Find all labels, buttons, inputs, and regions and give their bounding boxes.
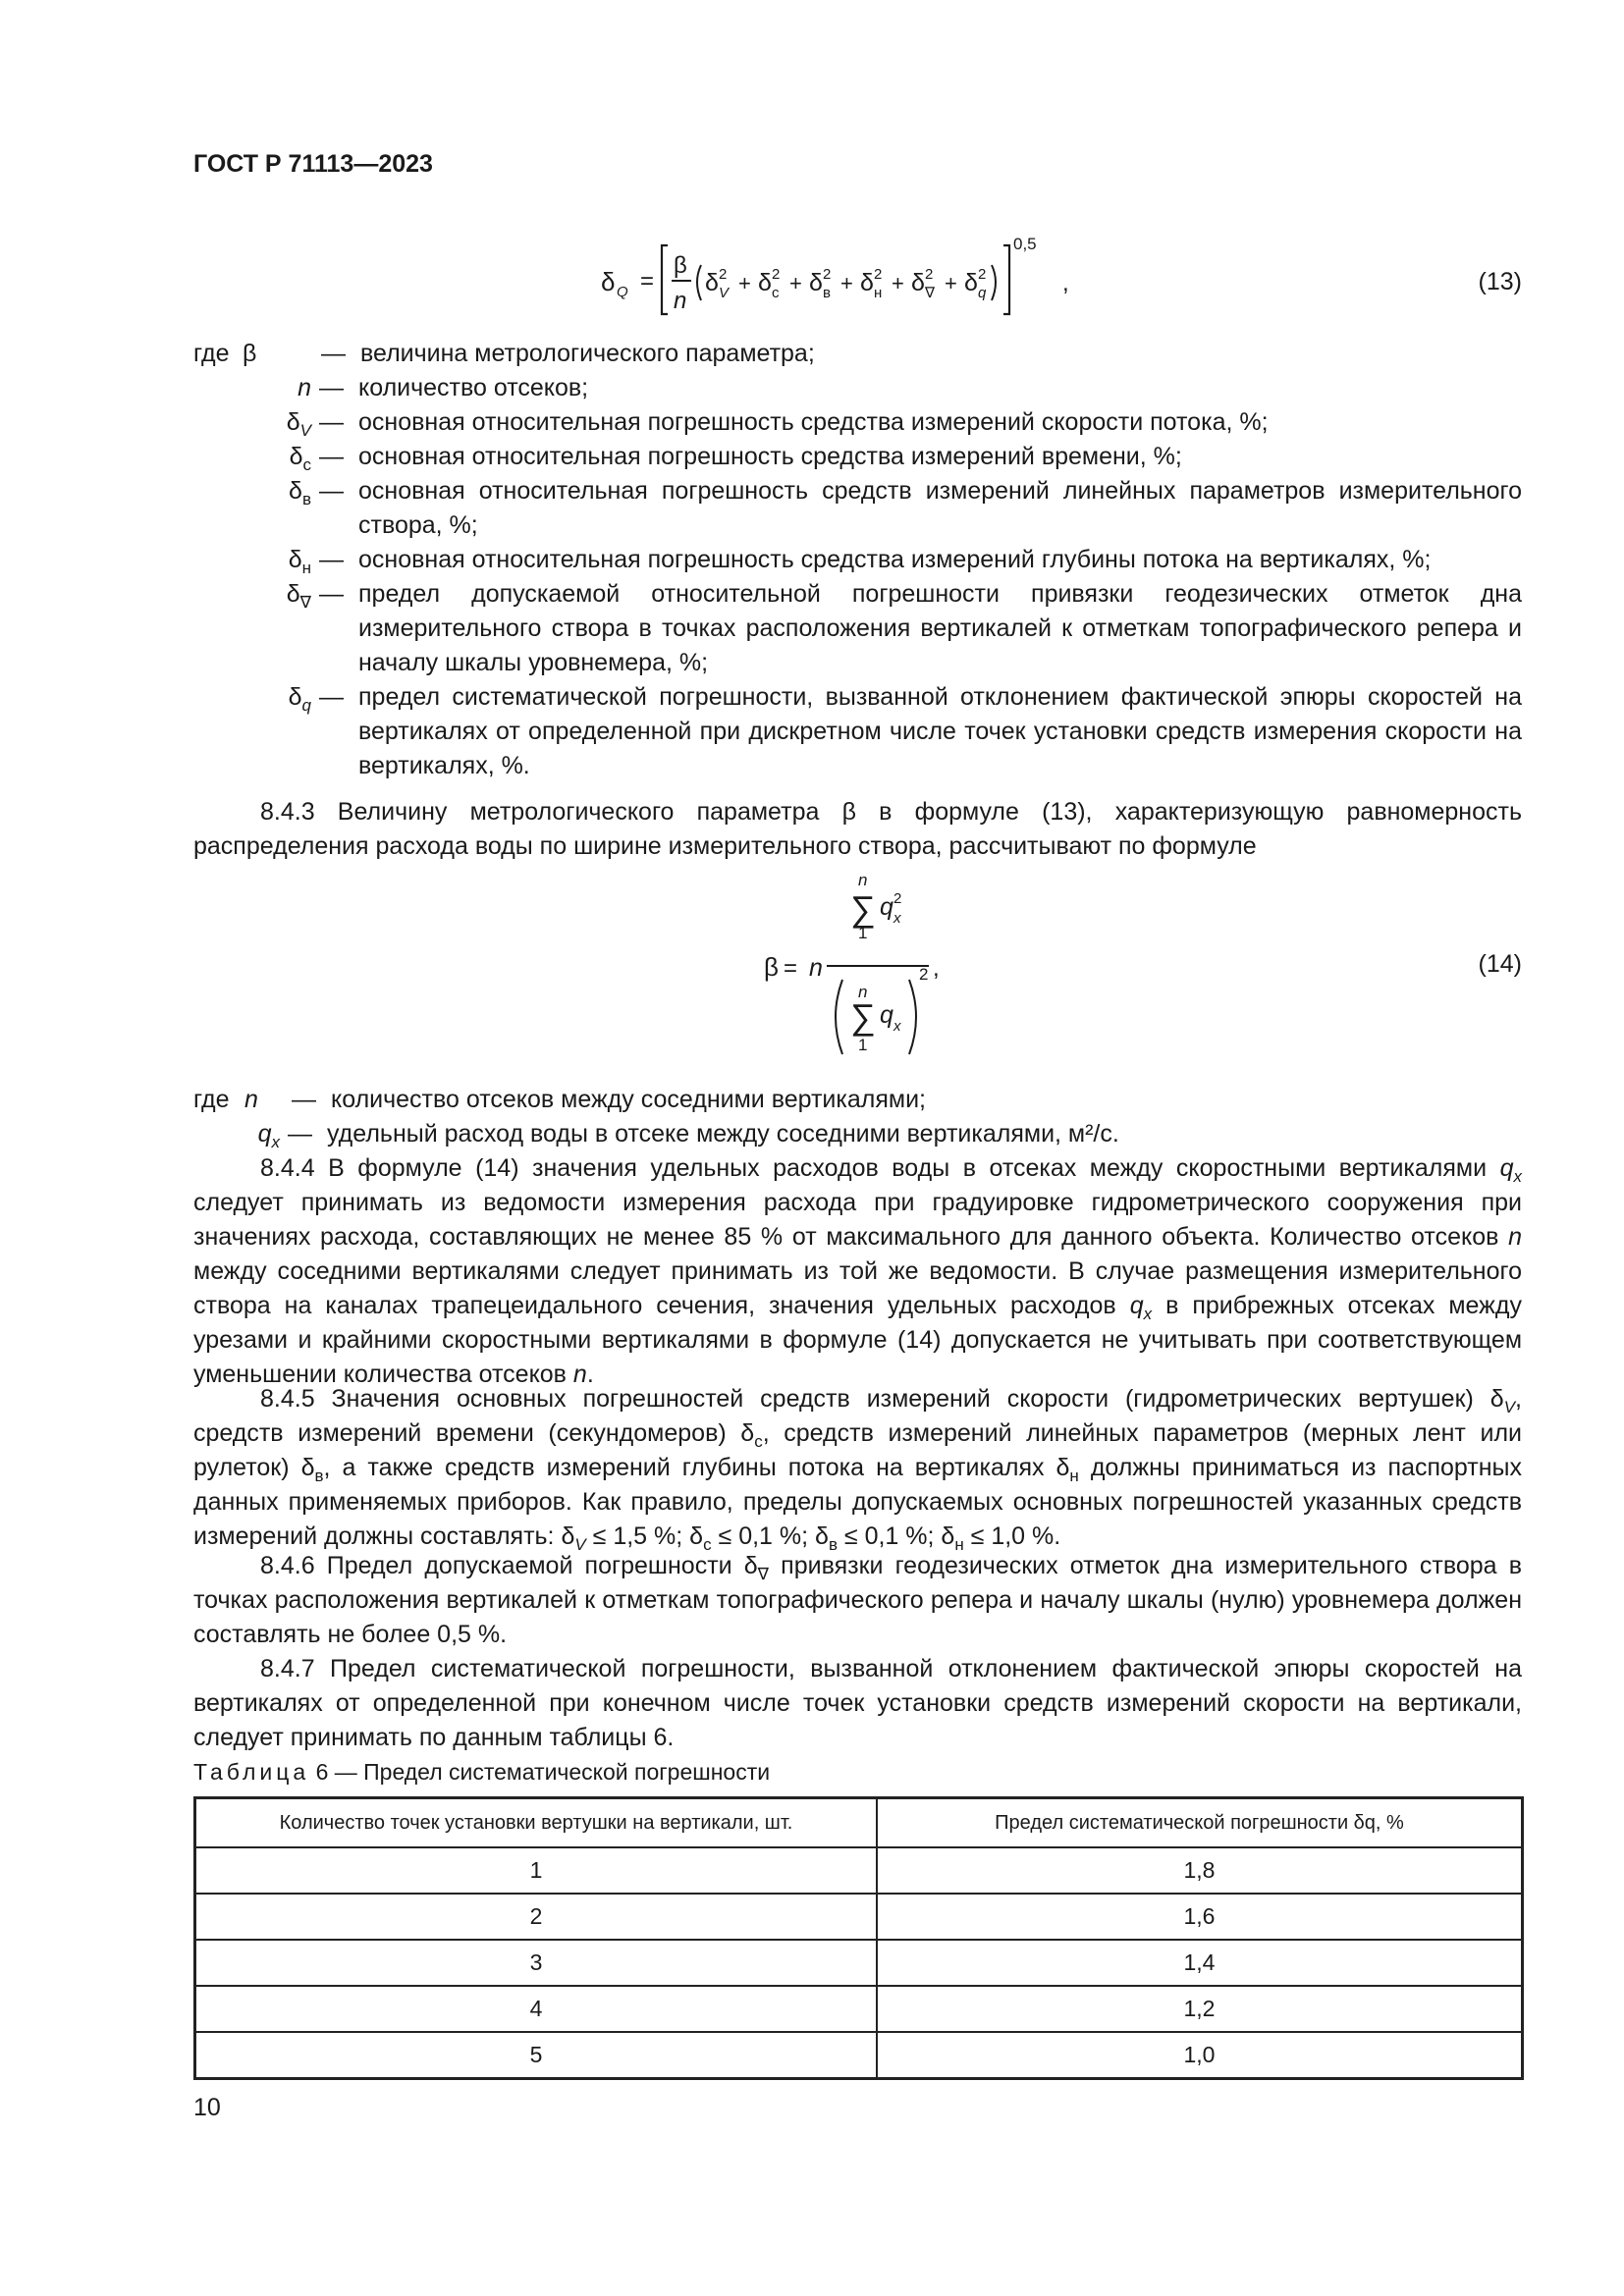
paragraph-text: должны приниматься из паспортных данных применяемых приборов. Как правило, пределы допускаемых основных погрешностей указанных средств измерений должны составлять: xyxy=(193,1454,1522,1550)
table-cell: 2 xyxy=(195,1894,878,1940)
table-caption-text: 6 — Предел систематической погрешности xyxy=(309,1759,771,1785)
svg-text:x: x xyxy=(893,1018,901,1035)
svg-text:1: 1 xyxy=(858,924,868,942)
svg-text:δ: δ xyxy=(601,267,616,296)
where-symbol: $\delta_\nabla$ xyxy=(286,580,311,612)
where-text: основная относительная погрешность средства измерений глубины потока на вертикалях, %; xyxy=(358,546,1432,573)
where-row-delta-n xyxy=(193,543,1522,577)
where-symbol: n xyxy=(244,1086,258,1113)
table-header-row xyxy=(195,1798,1523,1848)
where-text: основная относительная погрешность средства измерений скорости потока, %; xyxy=(358,408,1269,436)
where-block-14 xyxy=(193,1083,1522,1151)
dash: — xyxy=(321,340,346,367)
svg-text:+: + xyxy=(738,271,751,295)
formula-14-graphic xyxy=(764,870,980,1066)
paragraph-text: следует принимать из ведомости измерения расхода при градуировке гидрометрического сооружения при значениях расхода, составляющих не менее 85 % от максимального для данного объекта. Количество отсеков xyxy=(193,1189,1522,1251)
dash: — xyxy=(319,546,344,573)
table-cell: 1,6 xyxy=(877,1894,1523,1940)
where-row-n xyxy=(193,1083,1522,1117)
dash: — xyxy=(288,1120,312,1148)
paragraph-8-4-5: 8.4.5 Значения основных погрешностей средств измерений скорости (гидрометрических вертушек) $\delta_V$, средств измерений времени (секундомеров) $\delta_с$, средств измерений линейных параметров (мерных лент или рулеток) $\delta_в$, а также средств измерений глубины потока на вертикалях $\delta_н$ должны приниматься из паспортных данных применяемых приборов. Как правило, пределы допускаемых основных погрешностей указанных средств измерений должны составлять: $\delta_V \le 1,5$ %; $\delta_с \le 0,1$ %; $\delta_в \le 0,1$ %; $\delta_н \le 1,0$ %. xyxy=(193,1385,1522,1554)
svg-text:V: V xyxy=(719,285,730,301)
table-cell: 1 xyxy=(195,1847,878,1894)
where-label: где xyxy=(193,340,230,367)
where-text: предел систематической погрешности, вызванной отклонением фактической эпюры скоростей на вертикалях от определенной при дискретном числе точек установки средств измерения скорости на вертикалях, %. xyxy=(358,683,1522,779)
svg-text:в: в xyxy=(823,285,831,301)
svg-text:с: с xyxy=(772,285,780,301)
where-row-delta-c xyxy=(193,440,1522,474)
paragraph-8-4-7 xyxy=(193,1652,1522,1755)
where-symbol: $\delta_в$ xyxy=(289,477,311,508)
table-caption-label: Таблица xyxy=(193,1759,310,1785)
svg-text:∑: ∑ xyxy=(850,888,876,929)
where-symbol: $\delta_с$ xyxy=(289,443,311,474)
table-6 xyxy=(193,1796,1524,2080)
paragraph-text: 8.4.7 Предел систематической погрешности, вызванной отклонением фактической эпюры скоростей на вертикалях от определенной при конечном числе точек установки средств измерений скорости на вертикали, следует принимать по данным таблицы 6. xyxy=(193,1655,1522,1751)
paragraph-text: , средств измерений линейных параметров (мерных лент или рулеток) xyxy=(193,1419,1522,1481)
svg-text:δ: δ xyxy=(758,269,772,296)
dash: — xyxy=(319,443,344,470)
where-symbol: n xyxy=(298,374,311,401)
svg-text:2: 2 xyxy=(823,266,832,283)
formula-13 xyxy=(601,236,1111,324)
document-header: ГОСТ Р 71113—2023 xyxy=(193,150,433,178)
svg-text:δ: δ xyxy=(964,269,978,296)
svg-text:∇: ∇ xyxy=(925,285,936,301)
paragraph-8-4-6: 8.4.6 Предел допускаемой погрешности $\delta_\nabla$ привязки геодезических отметок дна измерительного створа в точках расположения вертикалей к отметкам топографического репера и началу шкалы (нулю) уровнемера должен составлять не более 0,5 %. xyxy=(193,1552,1522,1648)
formula-14 xyxy=(764,870,980,1066)
where-text: удельный расход воды в отсеке между соседними вертикалями, м²/с. xyxy=(327,1120,1119,1148)
dash: — xyxy=(319,683,344,711)
table-cell: 1,4 xyxy=(877,1940,1523,1986)
table-row xyxy=(195,1940,1523,1986)
table-row xyxy=(195,2032,1523,2079)
dash: — xyxy=(319,408,344,436)
paragraph-text: . xyxy=(586,1361,594,1388)
dash: — xyxy=(319,374,344,401)
paragraph-text: 8.4.6 Предел допускаемой погрешности xyxy=(260,1552,744,1579)
svg-text:,: , xyxy=(933,955,940,982)
svg-text:x: x xyxy=(893,910,901,927)
where-row-delta-v-lin xyxy=(193,474,1522,543)
paragraph-8-4-3: 8.4.3 Величину метрологического параметра β в формуле (13), характеризующую равномерность распределения расхода воды по ширине измерительного створа, рассчитывают по формуле xyxy=(193,798,1522,860)
where-symbol: β xyxy=(243,340,257,367)
table-cell: 1,8 xyxy=(877,1847,1523,1894)
table-row xyxy=(195,1986,1523,2032)
svg-text:2: 2 xyxy=(719,266,728,283)
svg-text:+: + xyxy=(892,271,904,295)
svg-text:β: β xyxy=(764,952,779,982)
paragraph-text: 8.4.3 Величину метрологического параметра xyxy=(260,798,842,826)
paragraph-text: 8.4.4 В формуле (14) значения удельных расходов воды в отсеках между скоростными вертикалями xyxy=(260,1154,1500,1182)
dash: — xyxy=(319,580,344,608)
table-header-cell: Количество точек установки вертушки на вертикали, шт. xyxy=(195,1798,878,1848)
where-text: предел допускаемой относительной погрешности привязки геодезических отметок дна измерительного створа в точках расположения вертикалей к отметкам топографического репера и началу шкалы уровнемера, %; xyxy=(358,580,1522,676)
svg-text:+: + xyxy=(789,271,802,295)
svg-text:q: q xyxy=(978,285,987,301)
where-text: количество отсеков между соседними вертикалями; xyxy=(331,1086,926,1113)
paragraph-text: между соседними вертикалями следует принимать из той же ведомости. В случае размещения измерительного створа на каналах трапецеидального сечения, значения удельных расходов xyxy=(193,1257,1522,1319)
formula-13-graphic xyxy=(601,236,1111,324)
table-row xyxy=(195,1847,1523,1894)
formula-13-exponent: 0,5 xyxy=(1013,236,1037,253)
svg-text:н: н xyxy=(874,285,883,301)
where-row-delta-v xyxy=(193,405,1522,440)
svg-text:1: 1 xyxy=(858,1036,868,1054)
paragraph-text: в прибрежных отсеках между урезами и крайними скоростными вертикалями в формуле (14) допускается не учитывать при соответствующем уменьшении количества отсеков xyxy=(193,1292,1522,1388)
paragraph-text: ≤ 1,0 %. xyxy=(963,1522,1061,1550)
svg-text:=: = xyxy=(784,955,798,982)
svg-text:2: 2 xyxy=(772,266,781,283)
svg-text:2: 2 xyxy=(919,965,929,984)
table-header-cell: Предел систематической погрешности δq, % xyxy=(877,1798,1523,1848)
paragraph-text: , средств измерений времени (секундомеров) xyxy=(193,1385,1522,1447)
where-row-delta-nabla xyxy=(193,577,1522,680)
svg-text:2: 2 xyxy=(893,890,902,907)
where-text: основная относительная погрешность средств измерений линейных параметров измерительного створа, %; xyxy=(358,477,1522,539)
paragraph-text: ≤ 1,5 %; xyxy=(585,1522,690,1550)
svg-text:δ: δ xyxy=(860,269,874,296)
equation-number-14: (14) xyxy=(1478,950,1522,978)
paragraph-text: привязки геодезических отметок дна измерительного створа в точках расположения вертикалей к отметкам топографического репера и началу шкалы (нулю) уровнемера должен составлять не более 0,5 %. xyxy=(193,1552,1522,1648)
svg-text:+: + xyxy=(840,271,853,295)
where-row-beta xyxy=(193,337,1522,371)
svg-text:=: = xyxy=(640,268,655,294)
svg-text:δ: δ xyxy=(705,269,719,296)
where-symbol: $\delta_q$ xyxy=(288,683,311,715)
svg-text:2: 2 xyxy=(978,266,987,283)
svg-text:n: n xyxy=(674,288,687,314)
svg-text:2: 2 xyxy=(874,266,883,283)
paragraph-text: ≤ 0,1 %; xyxy=(837,1522,942,1550)
where-text: основная относительная погрешность средства измерений времени, %; xyxy=(358,443,1182,470)
svg-text:q: q xyxy=(880,893,893,921)
where-block-13 xyxy=(193,337,1522,783)
svg-text:,: , xyxy=(1062,270,1069,296)
where-symbol: $q_x$ xyxy=(257,1120,280,1151)
svg-text:n: n xyxy=(858,983,868,1001)
paragraph-text: ≤ 0,1 %; xyxy=(711,1522,816,1550)
where-text: величина метрологического параметра; xyxy=(360,340,815,367)
where-row-n xyxy=(193,371,1522,405)
svg-text:+: + xyxy=(945,271,957,295)
svg-text:δ: δ xyxy=(809,269,823,296)
where-symbol: $\delta_V$ xyxy=(286,408,311,440)
table-6-caption xyxy=(193,1755,770,1789)
paragraph-8-4-4: 8.4.4 В формуле (14) значения удельных расходов воды в отсеках между скоростными вертикалями $q_x$ следует принимать из ведомости измерения расхода при градуировке гидрометрического сооружения при значениях расхода, составляющих не менее 85 % от максимального для данного объекта. Количество отсеков n между соседними вертикалями следует принимать из той же ведомости. В случае размещения измерительного створа на каналах трапецеидального сечения, значения удельных расходов $q_x$ в прибрежных отсеках между урезами и крайними скоростными вертикалями в формуле (14) допускается не учитывать при соответствующем уменьшении количества отсеков n. xyxy=(193,1154,1522,1388)
svg-text:n: n xyxy=(858,871,868,889)
where-row-qx xyxy=(193,1117,1522,1151)
table-cell: 5 xyxy=(195,2032,878,2079)
where-row-delta-q xyxy=(193,680,1522,783)
svg-text:β: β xyxy=(674,252,687,279)
where-text: количество отсеков; xyxy=(358,374,589,401)
where-label: где xyxy=(193,1086,230,1113)
table-cell: 1,0 xyxy=(877,2032,1523,2079)
svg-text:q: q xyxy=(880,1001,893,1029)
svg-text:2: 2 xyxy=(925,266,934,283)
svg-text:n: n xyxy=(809,954,823,982)
svg-text:δ: δ xyxy=(911,269,925,296)
table-cell: 4 xyxy=(195,1986,878,2032)
dash: — xyxy=(319,477,344,505)
paragraph-text: в формуле (13), характеризующую равномерность распределения расхода воды по ширине измерительного створа, рассчитывают по формуле xyxy=(193,798,1522,860)
dash: — xyxy=(292,1086,316,1113)
equation-number-13: (13) xyxy=(1478,268,1522,295)
table-cell: 3 xyxy=(195,1940,878,1986)
where-symbol: $\delta_н$ xyxy=(288,546,311,577)
page-number: 10 xyxy=(193,2094,221,2121)
paragraph-text: 8.4.5 Значения основных погрешностей средств измерений скорости (гидрометрических вертушек) xyxy=(260,1385,1490,1413)
svg-text:Q: Q xyxy=(617,284,628,300)
svg-text:∑: ∑ xyxy=(850,996,876,1037)
paragraph-text: , а также средств измерений глубины потока на вертикалях xyxy=(323,1454,1056,1481)
table-row xyxy=(195,1894,1523,1940)
table-cell: 1,2 xyxy=(877,1986,1523,2032)
